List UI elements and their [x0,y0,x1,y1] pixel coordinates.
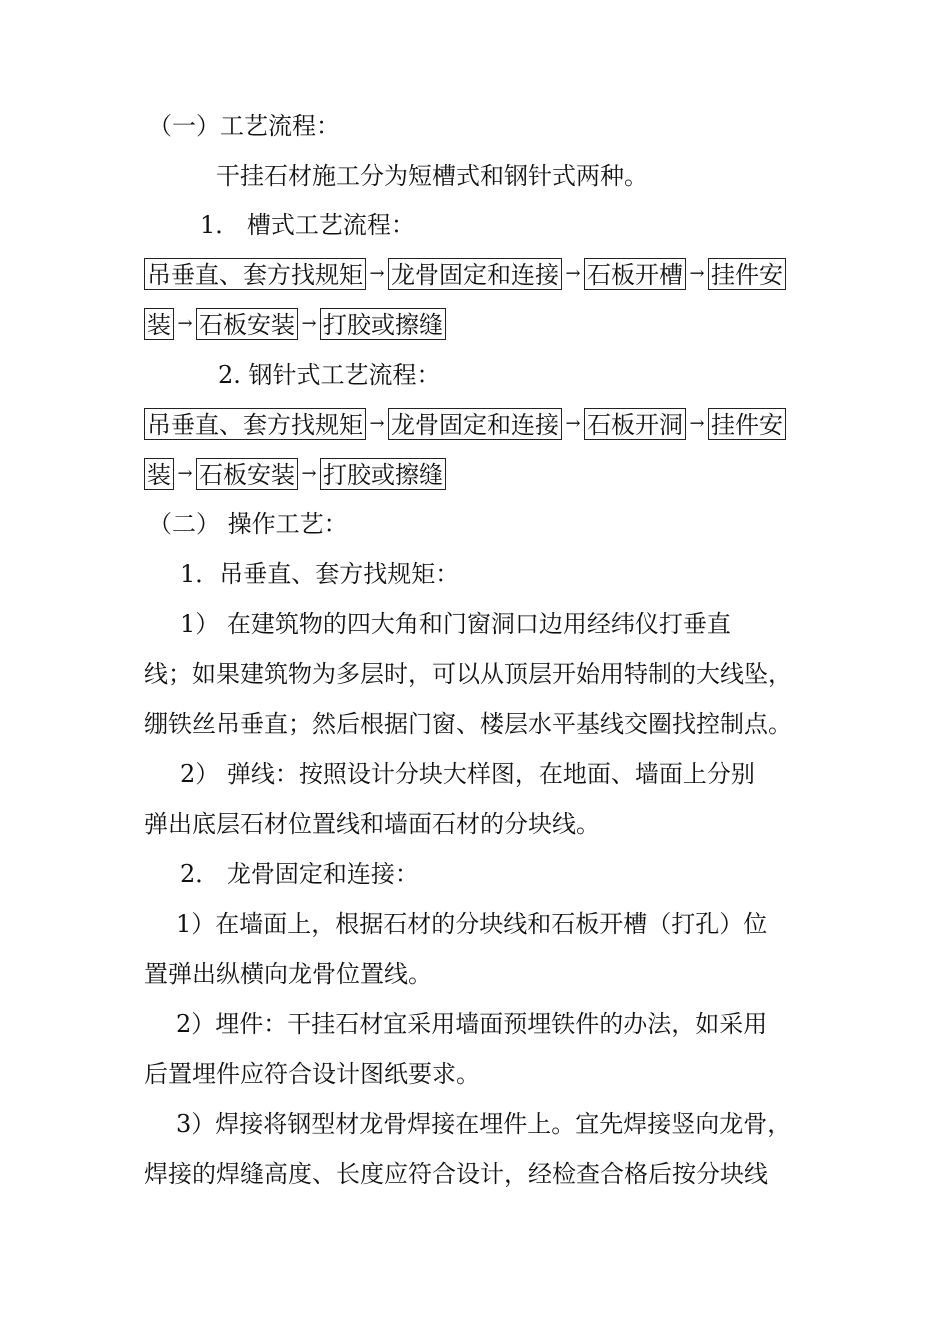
paragraph-line: 2）埋件：干挂石材宜采用墙面预埋铁件的办法，如采用 [176,1010,768,1038]
flow-step-box: 石板安装 [196,308,298,340]
paragraph-line: 1） 在建筑物的四大角和门窗洞口边用经纬仪打垂直 [180,610,731,638]
paragraph-line: 置弹出纵横向龙骨位置线。 [144,960,432,988]
flow-step-box: 挂件安 [708,408,786,440]
flow-step-box: 龙骨固定和连接 [388,408,562,440]
pin-flow-row-1 [144,406,786,442]
flow-step-box: 吊垂直、套方找规矩 [144,408,366,440]
intro-paragraph: 干挂石材施工分为短槽式和钢针式两种。 [216,162,648,190]
arrow-right-icon: → [369,263,385,284]
step1-title: 1．吊垂直、套方找规矩： [180,560,460,588]
flow-step-box: 打胶或擦缝 [320,458,446,490]
paragraph-line: 2） 弹线：按照设计分块大样图，在地面、墙面上分别 [180,760,755,788]
pin-flow-row-2 [144,456,446,492]
flow-step-box: 石板安装 [196,458,298,490]
arrow-right-icon: → [565,413,581,434]
subheading-pin-process: 2. 钢针式工艺流程： [218,361,441,389]
flow-step-box: 打胶或擦缝 [320,308,446,340]
subheading-slot-process: 1． 槽式工艺流程： [200,211,415,239]
arrow-right-icon: → [689,263,705,284]
arrow-right-icon: → [301,463,317,484]
flow-step-box: 石板开洞 [584,408,686,440]
paragraph-line: 3）焊接将钢型材龙骨焊接在埋件上。宜先焊接竖向龙骨， [176,1110,792,1138]
paragraph-line: 焊接的焊缝高度、长度应符合设计，经检查合格后按分块线 [144,1160,768,1188]
arrow-right-icon: → [689,413,705,434]
slot-flow-row-2 [144,306,446,342]
paragraph-line: 线；如果建筑物为多层时，可以从顶层开始用特制的大线坠， [144,660,792,688]
flow-step-box: 吊垂直、套方找规矩 [144,258,366,290]
paragraph-line: 弹出底层石材位置线和墙面石材的分块线。 [144,810,600,838]
arrow-right-icon: → [177,463,193,484]
flow-step-box: 装 [144,458,174,490]
arrow-right-icon: → [177,313,193,334]
section-heading-process: （一）工艺流程： [148,112,340,140]
arrow-right-icon: → [301,313,317,334]
paragraph-line: 绷铁丝吊垂直；然后根据门窗、楼层水平基线交圈找控制点。 [144,710,792,738]
slot-flow-row-1 [144,256,786,292]
flow-step-box: 挂件安 [708,258,786,290]
flow-step-box: 龙骨固定和连接 [388,258,562,290]
arrow-right-icon: → [369,413,385,434]
step2-title: 2． 龙骨固定和连接： [180,860,419,888]
paragraph-line: 1）在墙面上，根据石材的分块线和石板开槽（打孔）位 [176,910,768,938]
arrow-right-icon: → [565,263,581,284]
paragraph-line: 后置埋件应符合设计图纸要求。 [144,1060,480,1088]
flow-step-box: 装 [144,308,174,340]
section-heading-operation: （二） 操作工艺： [148,510,348,538]
flow-step-box: 石板开槽 [584,258,686,290]
